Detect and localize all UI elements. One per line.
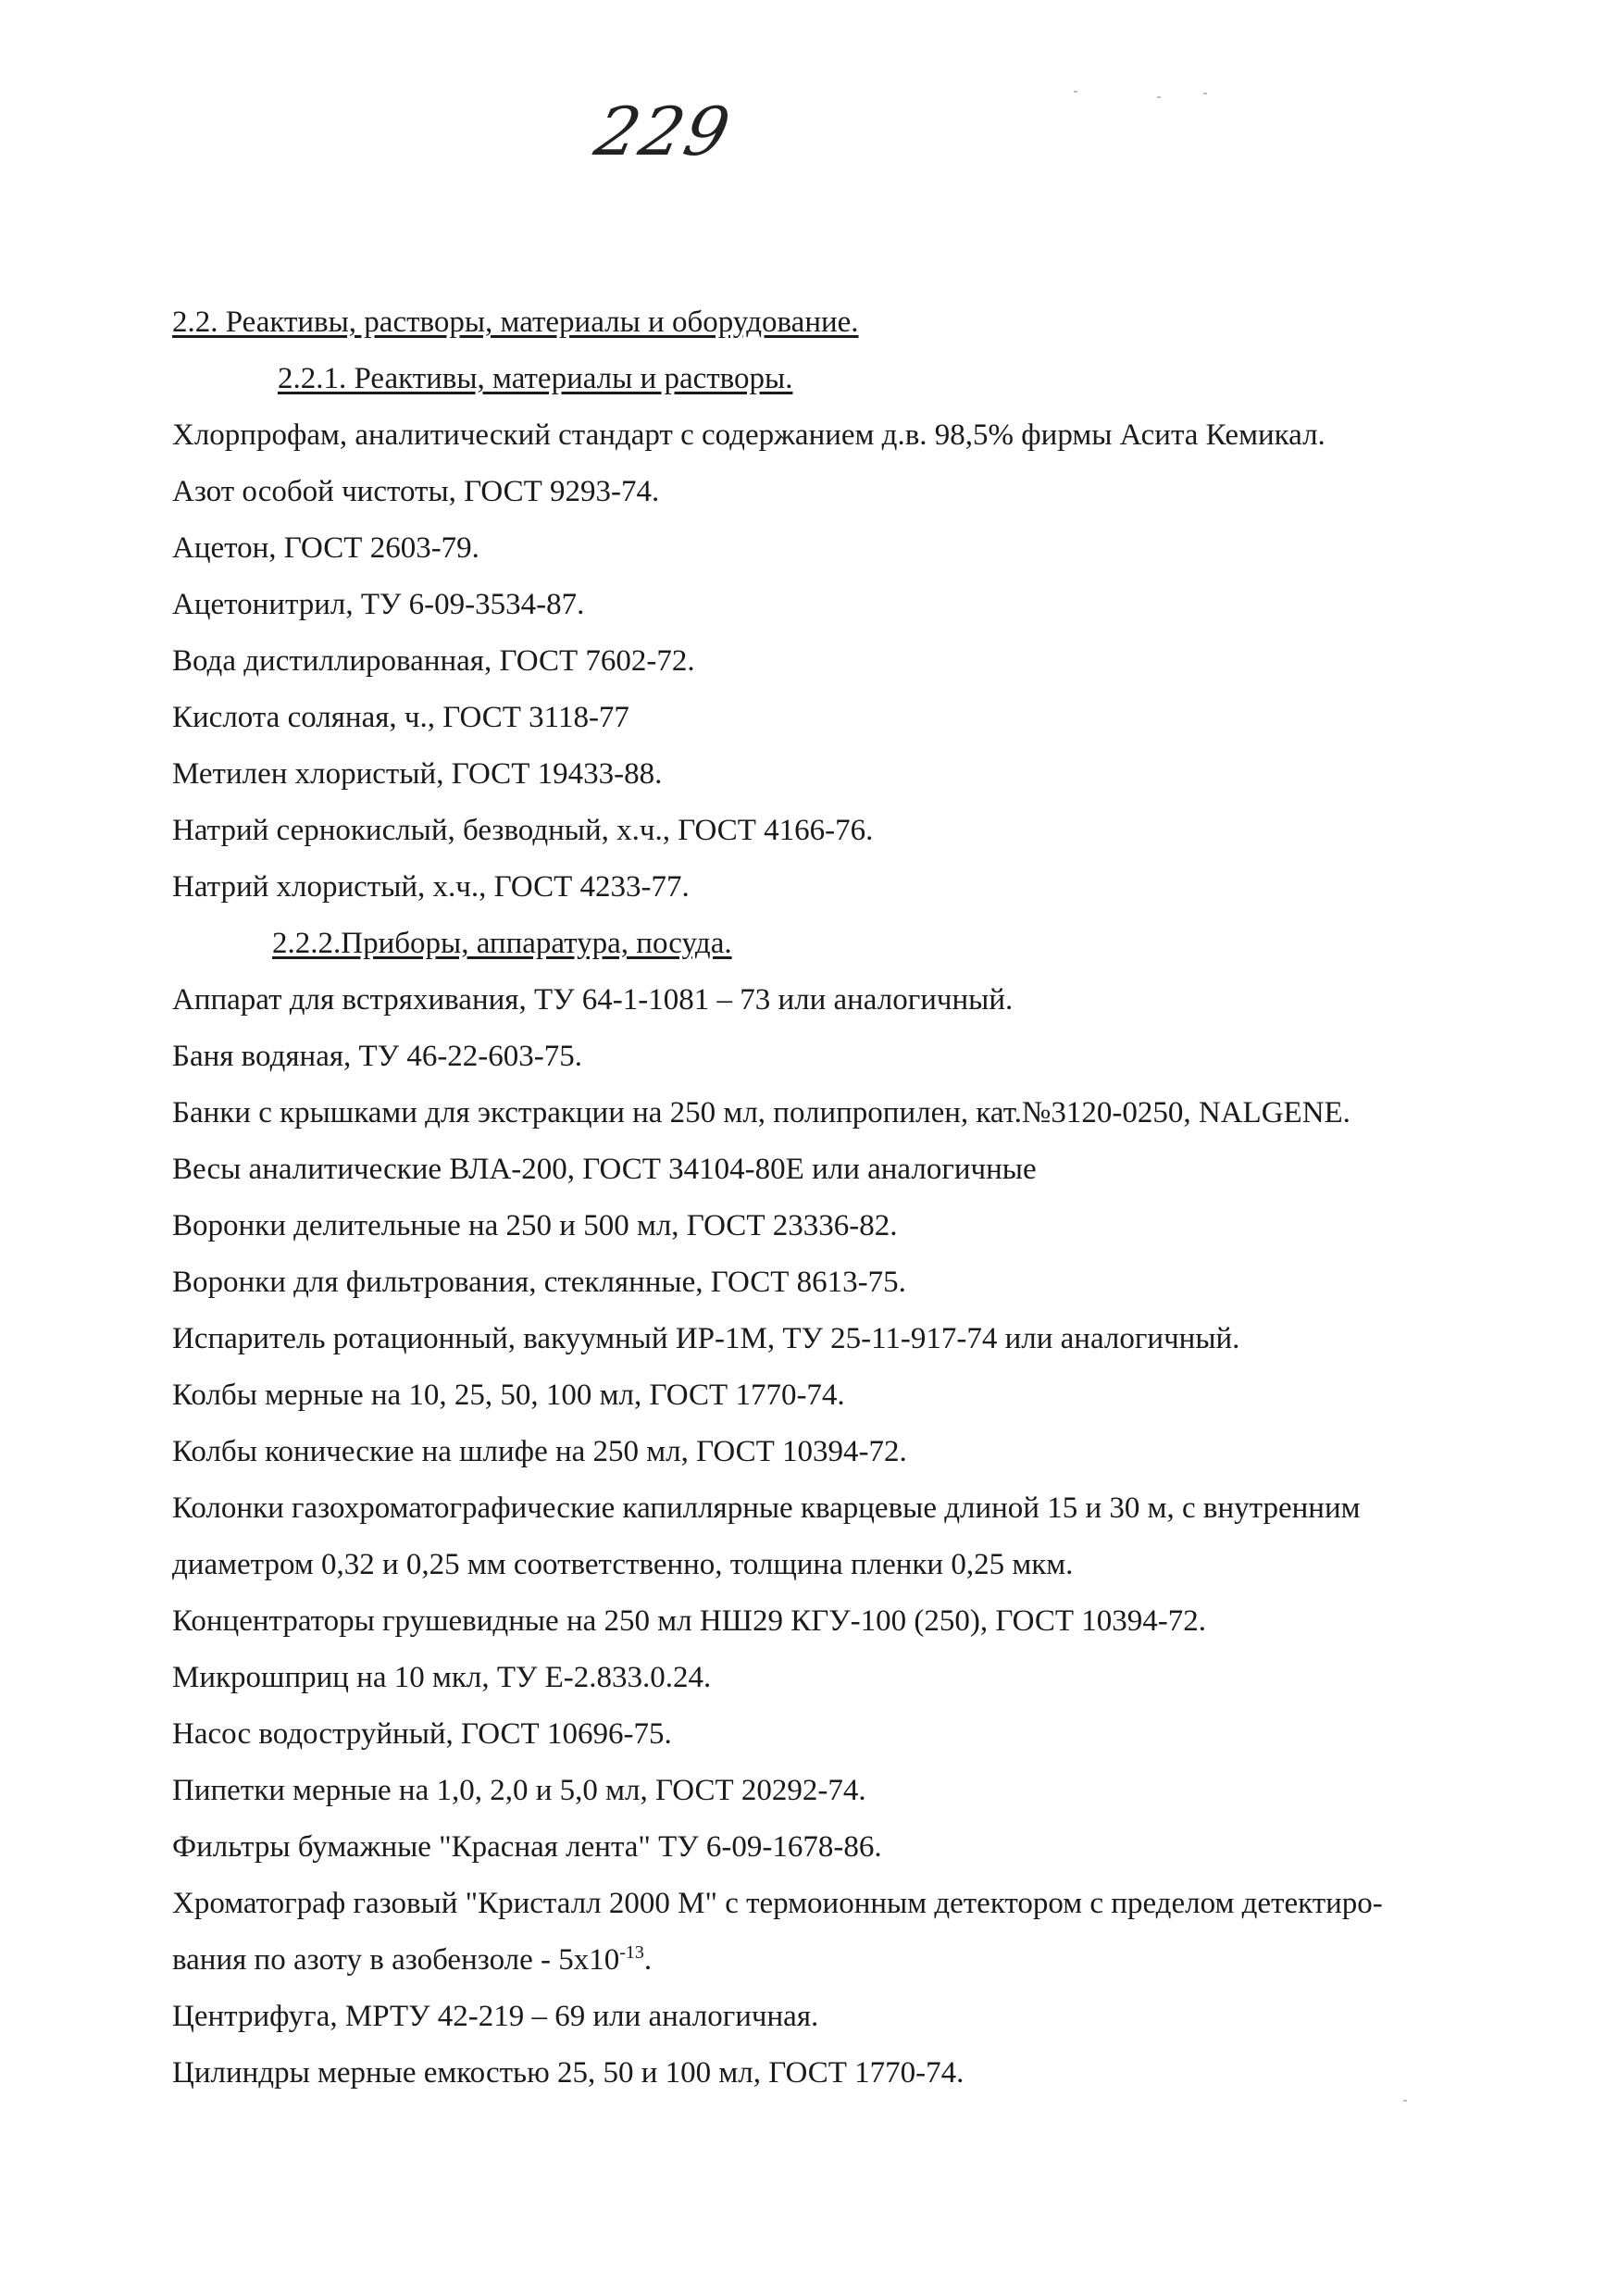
list-item: Хроматограф газовый "Кристалл 2000 М" с термоионным детектором с пределом детектиро- [172,1887,1383,1920]
list-item: Ацетон, ГОСТ 2603-79. [172,531,479,565]
subsection-1-heading-row [172,351,1487,407]
list-item: Весы аналитические ВЛА-200, ГОСТ 34104-80Е или аналогичные [172,1153,1037,1186]
list-item: Колбы конические на шлифе на 250 мл, ГОСТ 10394-72. [172,1435,907,1468]
list-item-continuation: диаметром 0,32 и 0,25 мм соответственно, толщина пленки 0,25 мкм. [172,1548,1074,1581]
list-item: Натрий хлористый, х.ч., ГОСТ 4233-77. [172,870,690,904]
list-item: Баня водяная, ТУ 46-22-603-75. [172,1040,583,1073]
list-item: Азот особой чистоты, ГОСТ 9293-74. [172,475,660,508]
list-item: Концентраторы грушевидные на 250 мл НШ29 КГУ-100 (250), ГОСТ 10394-72. [172,1604,1207,1638]
list-item: Насос водоструйный, ГОСТ 10696-75. [172,1717,672,1751]
list-item: Колонки газохроматографические капиллярные кварцевые длиной 15 и 30 м, с внутренним [172,1491,1361,1525]
list-item: Аппарат для встряхивания, ТУ 64-1-1081 – 73 или аналогичный. [172,983,1014,1017]
list-item: Микрошприц на 10 мкл, ТУ Е-2.833.0.24. [172,1661,712,1694]
list-item: Центрифуга, МРТУ 42-219 – 69 или аналогичная. [172,2000,819,2033]
subsection-2-heading: 2.2.2.Приборы, аппаратура, посуда. [272,927,732,960]
subsection-1-heading: 2.2.1. Реактивы, материалы и растворы. [278,362,793,395]
scan-speck [1074,91,1077,93]
detection-limit-text: вания по азоту в азобензоле - 5x10 [172,1943,620,1977]
list-item: Хлорпрофам, аналитический стандарт с содержанием д.в. 98,5% фирмы Асита Кемикал. [172,418,1326,452]
list-item: Воронки делительные на 250 и 500 мл, ГОСТ 23336-82. [172,1209,898,1242]
scan-speck [1203,93,1207,94]
list-item: Воронки для фильтрования, стеклянные, ГОСТ 8613-75. [172,1266,906,1299]
list-item: Натрий сернокислый, безводный, х.ч., ГОСТ 4166-76. [172,814,874,847]
list-item: Фильтры бумажные "Красная лента" ТУ 6-09-1678-86. [172,1830,882,1864]
detection-limit-exponent: -13 [619,1942,644,1963]
handwritten-page-number: 229 [589,93,739,170]
detection-limit-period: . [643,1943,653,1977]
scan-speck [1157,96,1161,98]
list-item: Цилиндры мерные емкостью 25, 50 и 100 мл, ГОСТ 1770-74. [172,2056,965,2090]
scan-speck [1403,2100,1407,2102]
list-item: Банки с крышками для экстракции на 250 мл, полипропилен, кат.№3120-0250, NALGENE. [172,1096,1350,1129]
list-item: Пипетки мерные на 1,0, 2,0 и 5,0 мл, ГОСТ 20292-74. [172,1774,866,1807]
section-heading: 2.2. Реактивы, растворы, материалы и оборудование. [172,306,859,339]
list-item: Колбы мерные на 10, 25, 50, 100 мл, ГОСТ 1770-74. [172,1379,845,1412]
list-item: Испаритель ротационный, вакуумный ИР-1М, ТУ 25-11-917-74 или аналогичный. [172,1322,1240,1355]
document-body [172,294,1487,2102]
list-item: Ацетонитрил, ТУ 6-09-3534-87. [172,588,585,621]
list-item: Вода дистиллированная, ГОСТ 7602-72. [172,644,695,678]
list-item: Метилен хлористый, ГОСТ 19433-88. [172,757,663,791]
list-item-continuation-with-superscript [172,1932,1487,1989]
subsection-2-heading-row [172,916,1487,972]
list-item: Кислота соляная, ч., ГОСТ 3118-77 [172,701,629,734]
